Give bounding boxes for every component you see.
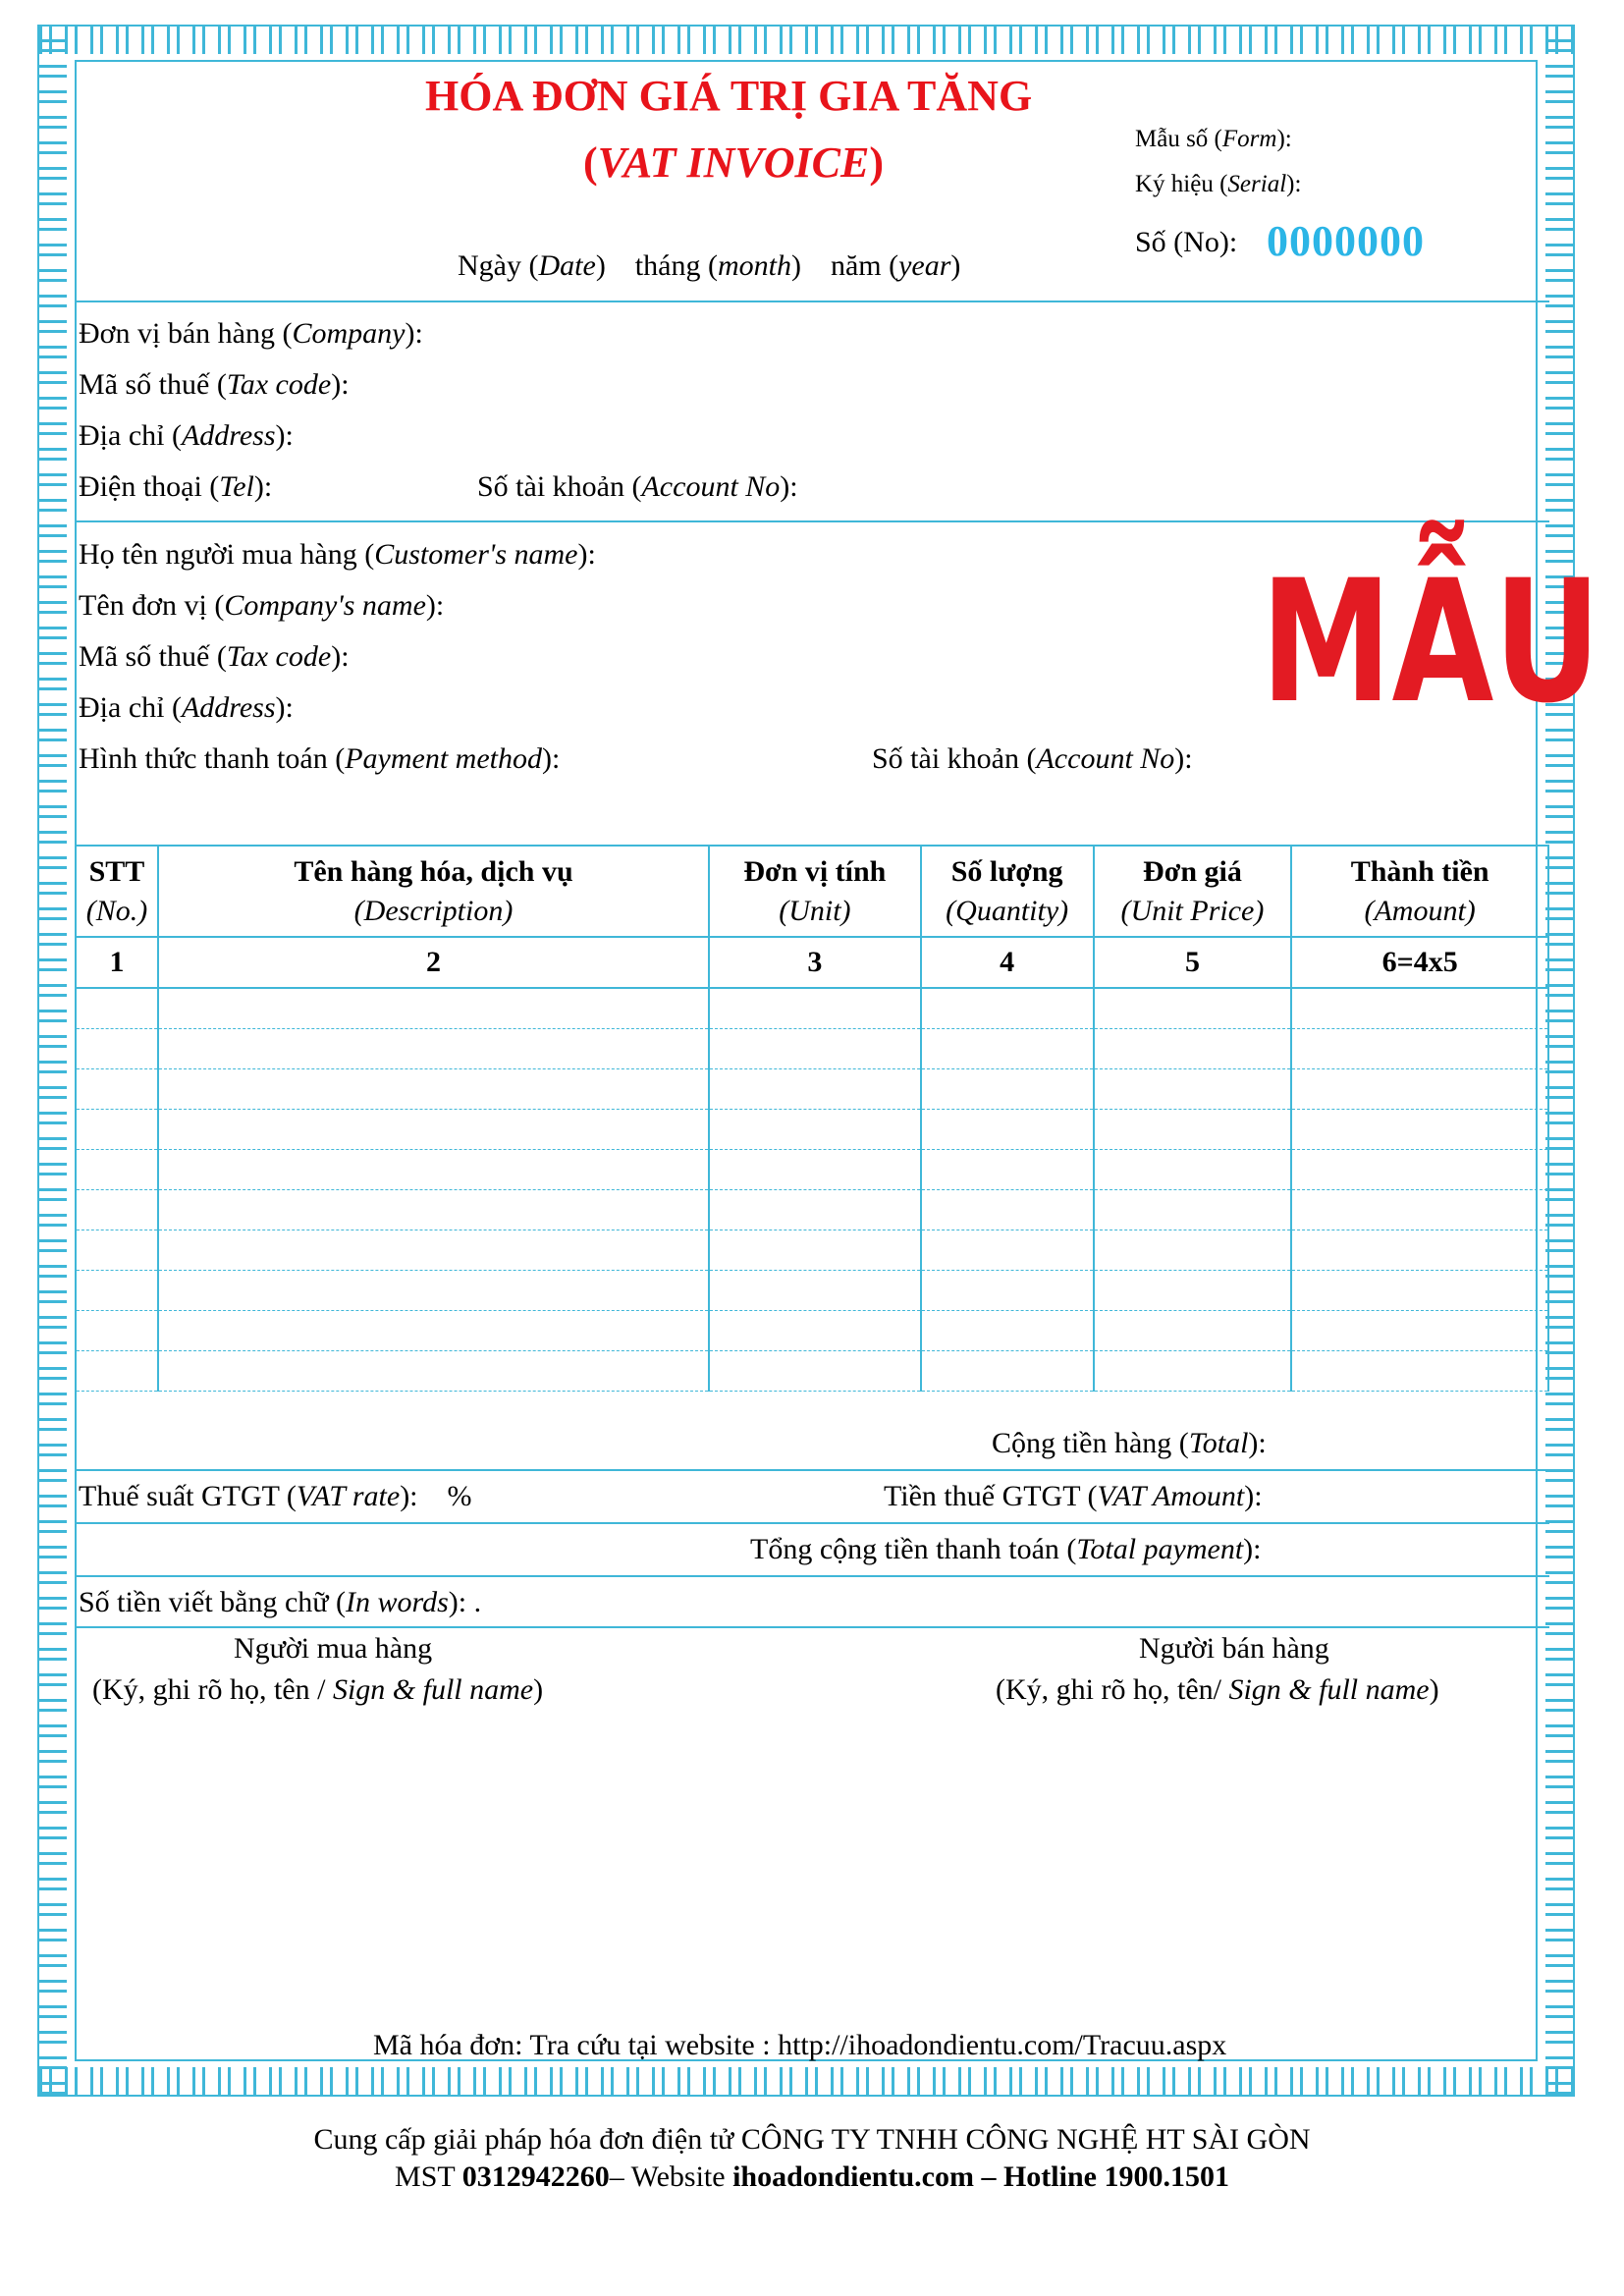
serial-label: Ký hiệu (Serial): xyxy=(1135,171,1302,197)
column-header: STT (No.) xyxy=(76,846,158,937)
invoice-date: Ngày (Date) tháng (month) năm (year) xyxy=(458,249,961,282)
buyer-signature-title: Người mua hàng xyxy=(234,1632,433,1665)
column-index: 4 xyxy=(921,937,1094,988)
column-header: Số lượng (Quantity) xyxy=(921,846,1094,937)
buyer-address: Địa chỉ (Address): xyxy=(79,691,294,724)
payment-method: Hình thức thanh toán (Payment method): xyxy=(79,742,561,775)
column-index: 2 xyxy=(158,937,709,988)
vat-amount-label: Tiền thuế GTGT (VAT Amount): xyxy=(884,1480,1263,1512)
invoice-title: HÓA ĐƠN GIÁ TRỊ GIA TĂNG xyxy=(425,72,1033,120)
column-index: 5 xyxy=(1094,937,1292,988)
invoice-subtitle: (VAT INVOICE) xyxy=(583,138,885,187)
table-row xyxy=(76,1351,1548,1392)
column-index-row xyxy=(76,937,1548,988)
total-payment-label: Tổng cộng tiền thanh toán (Total payment): xyxy=(750,1533,1262,1565)
form-number-label: Mẫu số (Form): xyxy=(1135,126,1292,152)
buyer-account: Số tài khoản (Account No): xyxy=(872,742,1193,775)
divider xyxy=(75,1575,1549,1577)
provider-line: Cung cấp giải pháp hóa đơn điện tử CÔNG TY TNHH CÔNG NGHỆ HT SÀI GÒN xyxy=(313,2123,1311,2156)
table-row xyxy=(76,1230,1548,1271)
column-header: Tên hàng hóa, dịch vụ (Description) xyxy=(158,846,709,937)
seller-signature-title: Người bán hàng xyxy=(1139,1632,1329,1665)
table-row xyxy=(76,1150,1548,1190)
table-row xyxy=(76,988,1548,1029)
buyer-company: Tên đơn vị (Company's name): xyxy=(79,589,445,622)
table-row xyxy=(76,1311,1548,1351)
divider xyxy=(75,1469,1549,1471)
column-header: Đơn giá (Unit Price) xyxy=(1094,846,1292,937)
seller-company: Đơn vị bán hàng (Company): xyxy=(79,317,423,350)
sample-stamp: MẪU xyxy=(1261,543,1601,740)
divider xyxy=(75,520,1549,522)
amount-in-words: Số tiền viết bằng chữ (In words): . xyxy=(79,1586,482,1618)
invoice-number: 0000000 xyxy=(1267,217,1425,265)
column-header: Thành tiền (Amount) xyxy=(1291,846,1548,937)
table-row xyxy=(76,1190,1548,1230)
divider xyxy=(75,301,1549,302)
divider xyxy=(75,1522,1549,1524)
table-row xyxy=(76,1271,1548,1311)
buyer-name: Họ tên người mua hàng (Customer's name): xyxy=(79,538,596,571)
column-index: 1 xyxy=(76,937,158,988)
table-row xyxy=(76,1029,1548,1069)
table-header xyxy=(76,846,1548,937)
subtotal-label: Cộng tiền hàng (Total): xyxy=(992,1427,1267,1459)
table-row xyxy=(76,1069,1548,1110)
vat-rate-label: Thuế suất GTGT (VAT rate): % xyxy=(79,1480,472,1512)
invoice-number-label: Số (No): xyxy=(1135,226,1238,258)
column-index: 6=4x5 xyxy=(1291,937,1548,988)
divider xyxy=(75,1626,1549,1628)
column-header: Đơn vị tính (Unit) xyxy=(709,846,921,937)
seller-tel: Điện thoại (Tel): xyxy=(79,470,273,503)
items-table xyxy=(75,845,1549,1392)
seller-signature-hint: (Ký, ghi rõ họ, tên/ Sign & full name) xyxy=(996,1673,1439,1706)
buyer-signature-hint: (Ký, ghi rõ họ, tên / Sign & full name) xyxy=(92,1673,544,1706)
table-row xyxy=(76,1110,1548,1150)
seller-account: Số tài khoản (Account No): xyxy=(477,470,798,503)
lookup-info: Mã hóa đơn: Tra cứu tại website : http://ihoadondientu.com/Tracuu.aspx xyxy=(373,2029,1227,2061)
buyer-tax-code: Mã số thuế (Tax code): xyxy=(79,640,350,673)
seller-address: Địa chỉ (Address): xyxy=(79,419,294,452)
seller-tax-code: Mã số thuế (Tax code): xyxy=(79,368,350,401)
column-index: 3 xyxy=(709,937,921,988)
provider-contact: MST 0312942260– Website ihoadondientu.com – Hotline 1900.1501 xyxy=(395,2160,1229,2193)
